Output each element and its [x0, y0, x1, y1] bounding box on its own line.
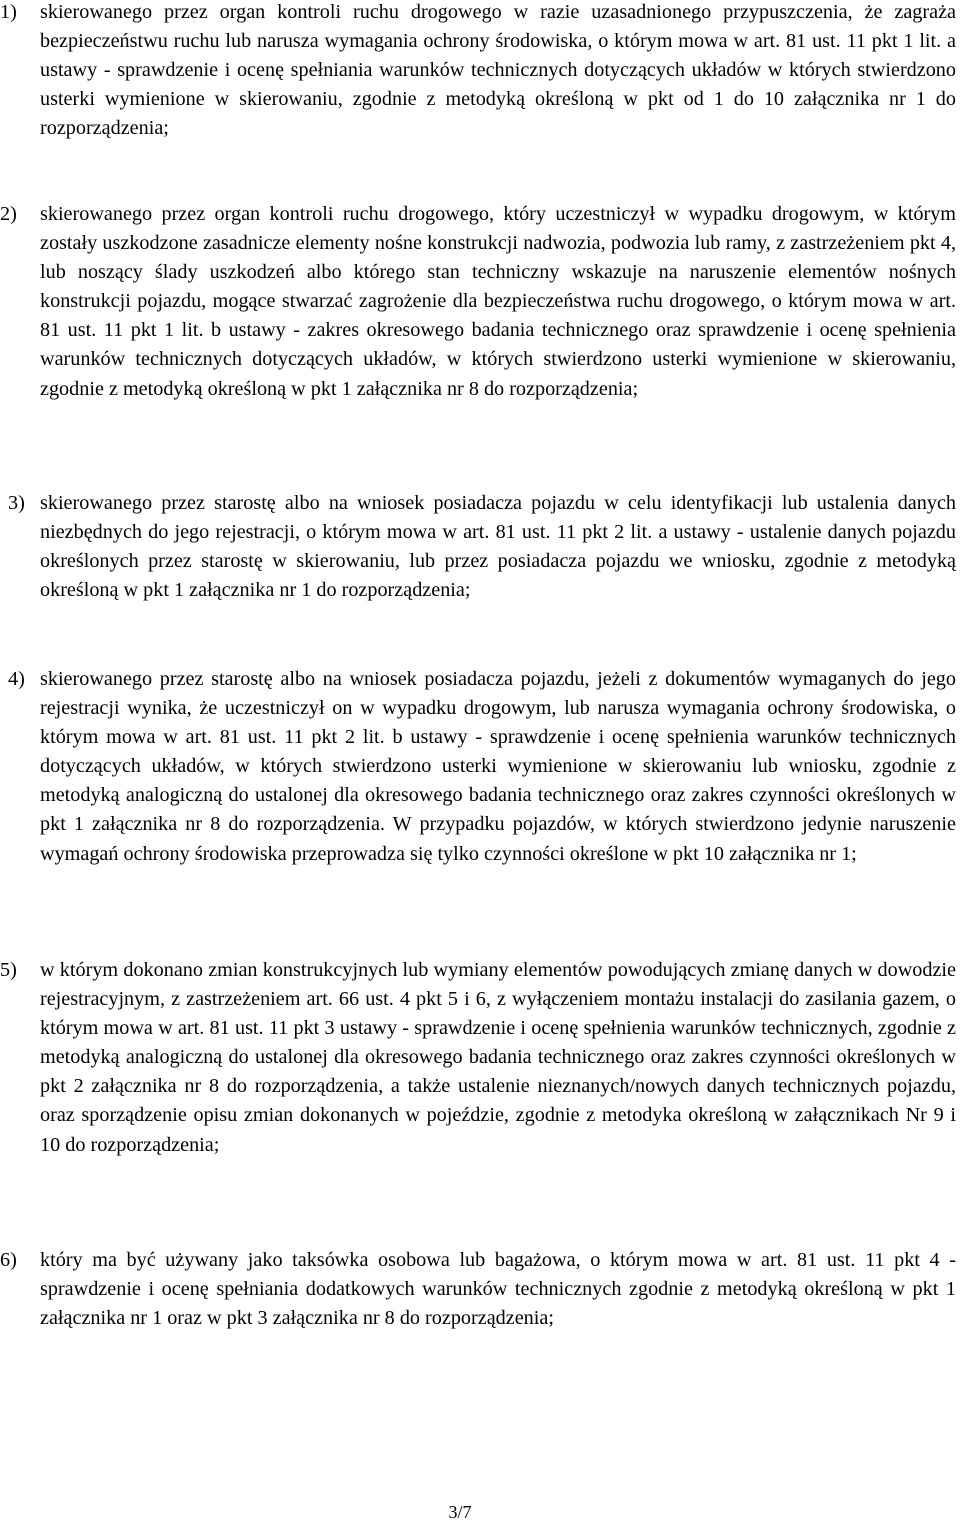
- list-item-text: skierowanego przez starostę albo na wniosek posiadacza pojazdu, jeżeli z dokumentów wymaganych do jego rejestracji wynika, że uczestniczył on w wypadku drogowym, lub narusza wymagania ochrony środowiska, o którym mowa w art. 81 ust. 11 pkt 2 lit. b ustawy - sprawdzenie i ocenę spełnienia warunków technicznych dotyczących układów, w których stwierdzono usterki wymienione w skierowaniu lub wniosku, zgodnie z metodyką analogiczną do ustalonej dla okresowego badania technicznego oraz zakres czynności określonych w pkt 1 załącznika nr 8 do rozporządzenia. W przypadku pojazdów, w których stwierdzono jedynie naruszenie wymagań ochrony środowiska przeprowadza się tylko czynności określone w pkt 10 załącznika nr 1;: [40, 668, 956, 865]
- list-item-text: skierowanego przez organ kontroli ruchu drogowego w razie uzasadnionego przypuszczenia, że zagraża bezpieczeństwu ruchu lub narusza wymagania ochrony środowiska, o którym mowa w art. 81 ust. 11 pkt 1 lit. a ustawy - sprawdzenie i ocenę spełniania warunków technicznych dotyczących układów w których stwierdzono usterki wymienione w skierowaniu, zgodnie z metodyką określoną w pkt od 1 do 10 załącznika nr 1 do rozporządzenia;: [40, 1, 956, 140]
- list-item-text: w którym dokonano zmian konstrukcyjnych lub wymiany elementów powodujących zmianę danych w dowodzie rejestracyjnym, z zastrzeżeniem art. 66 ust. 4 pkt 5 i 6, z wyłączeniem montażu instalacji do zasilania gazem, o którym mowa w art. 81 ust. 11 pkt 3 ustawy - sprawdzenie i ocenę spełnienia warunków technicznych, zgodnie z metodyką analogiczną do ustalonej dla okresowego badania technicznego oraz zakres czynności określonych w pkt 2 załącznika nr 8 do rozporządzenia, a także ustalenie nieznanych/nowych danych technicznych pojazdu, oraz sporządzenie opisu zmian dokonanych w pojeździe, zgodnie z metodyka określoną w załącznikach Nr 9 i 10 do rozporządzenia;: [40, 959, 956, 1156]
- list-item-number: 1): [0, 1, 17, 23]
- list-item-2: [0, 200, 956, 404]
- list-item-text: skierowanego przez organ kontroli ruchu drogowego, który uczestniczył w wypadku drogowym, w którym zostały uszkodzone zasadnicze elementy nośne konstrukcji nadwozia, podwozia lub ramy, z zastrzeżeniem pkt 4, lub noszący ślady uszkodzeń albo którego stan techniczny wskazuje na naruszenie elementów nośnych konstrukcji pojazdu, mogące stwarzać zagrożenie dla bezpieczeństwa ruchu drogowego, o którym mowa w art. 81 ust. 11 pkt 1 lit. b ustawy - zakres okresowego badania technicznego oraz sprawdzenie i ocenę spełnienia warunków technicznych dotyczących układów, w których stwierdzono usterki wymienione w skierowaniu, zgodnie z metodyką określoną w pkt 1 załącznika nr 8 do rozporządzenia;: [40, 203, 956, 400]
- list-item-3: [0, 489, 956, 605]
- list-item-number: 5): [0, 959, 17, 981]
- list-item-6: [0, 1246, 956, 1333]
- list-item-1: [0, 0, 956, 143]
- list-item-text: który ma być używany jako taksówka osobowa lub bagażowa, o którym mowa w art. 81 ust. 11 pkt 4 - sprawdzenie i ocenę spełniania dodatkowych warunków technicznych zgodnie z metodyką określoną w pkt 1 załącznika nr 1 oraz w pkt 3 załącznika nr 8 do rozporządzenia;: [40, 1249, 956, 1330]
- list-item-text: skierowanego przez starostę albo na wniosek posiadacza pojazdu w celu identyfikacji lub ustalenia danych niezbędnych do jego rejestracji, o którym mowa w art. 81 ust. 11 pkt 2 lit. a ustawy - ustalenie danych pojazdu określonych przez starostę w skierowaniu, lub przez posiadacza pojazdu we wniosku, zgodnie z metodyką określoną w pkt 1 załącznika nr 1 do rozporządzenia;: [40, 492, 956, 602]
- list-item-number: 6): [0, 1249, 17, 1271]
- list-item-number: 2): [0, 203, 17, 225]
- list-item-number: 4): [8, 668, 25, 690]
- list-item-number: 3): [8, 492, 25, 514]
- list-item-4: [0, 665, 956, 869]
- page-number: 3/7: [448, 1502, 472, 1522]
- list-item-5: [0, 956, 956, 1160]
